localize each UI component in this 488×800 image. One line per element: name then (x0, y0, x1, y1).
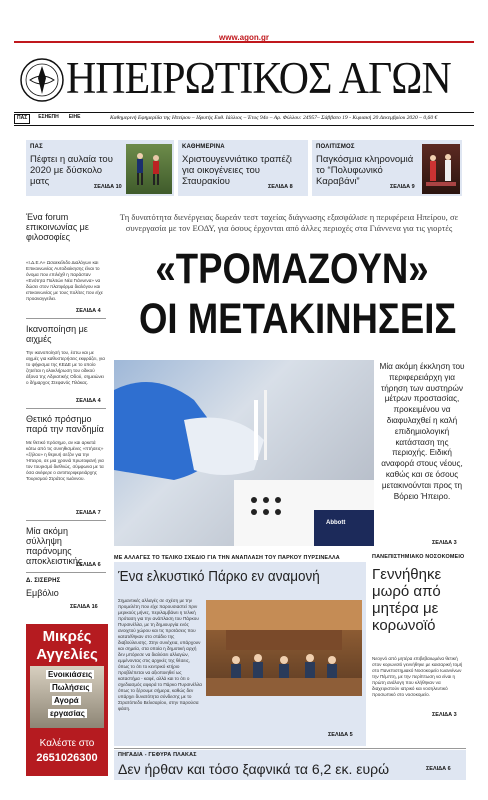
sidebar-headline[interactable]: Εμβόλιο (26, 588, 59, 598)
bottom-headline[interactable]: Δεν ήρθαν και τόσο ξαφνικά τα 6,2 εκ. ευρώ (118, 761, 390, 777)
sidebar (26, 212, 106, 618)
teaser-culture[interactable] (312, 140, 462, 196)
masthead-tagline: Καθημερινή Εφημερίδα της Ηπείρου – Ιδρυτής Ευθ. Ιάλλιος – Έτος 94ο – Αρ. Φύλλου: 24957– Σάββατο 19 - Κυριακή 20 Δεκεμβρίου 2020 – 0,60 € (110, 115, 438, 121)
park-section: ΜΕ ΑΛΛΑΓΕΣ ΤΟ ΤΕΛΙΚΟ ΣΧΕΔΙΟ ΓΙΑ ΤΗΝ ΑΝΑΠΛΑΣΗ ΤΟΥ ΠΑΡΚΟΥ ΠΥΡΣΙΝΕΛΛΑ (114, 554, 366, 562)
classifieds-title-line1: Μικρές (42, 628, 92, 645)
hospital-body: Νεογνό από μητέρα επιβεβαιωμένα θετική στον κορωνοϊό γεννήθηκε με καισαρική τομή στο Πανεπιστημιακό Νοσοκομείο Ιωαννίνων την Πέμπτη, με την περίπτωση να είναι η πρώτη ανάλογη που κλήθηκαν να διαχειριστούν ιατρικό και νοσηλευτικό προσωπικό στο νοσοκομείο. (372, 656, 463, 697)
badge-esiepi: ΕΣΗΕΠΗ (38, 114, 59, 120)
hospital-page: ΣΕΛΙΔΑ 3 (432, 712, 457, 718)
sidebar-divider (26, 318, 106, 319)
masthead-rule (14, 112, 474, 113)
bottom-section: ΠΗΓΑΔΙΑ - ΓΕΦΥΡΑ ΠΛΑΚΑΣ (118, 752, 197, 758)
teaser-headline: Χριστουγεννιάτικο τραπέζι για οικογένειες του Σταυρακίου (182, 154, 292, 187)
classifieds-call: Καλέστε στο (39, 738, 95, 749)
classifieds-photo (30, 666, 104, 728)
park-box[interactable] (114, 554, 366, 746)
park-page: ΣΕΛΙΔΑ 5 (328, 732, 353, 738)
classifieds-title-line2: Αγγελίες (36, 646, 98, 663)
teaser-page: ΣΕΛΙΔΑ 8 (268, 184, 293, 190)
hospital-headline[interactable]: Γεννήθηκε μωρό από μητέρα με κορωνοϊό (372, 566, 442, 634)
badge-eiie: ΕΙΗΕ (68, 114, 81, 120)
sidebar-body: Την ικανοποίησή του, έστω και με αιχμές για καθυστερήσεις εκφράζει, για το ψήφισμα της ΚΕΔΕ με το οποίο ζητείται η ολοκλήρωση του οδικού άξονα της Αδριατικής Οδού, σημειώνει ο δήμαρχος Στεφανός Πλάκας. (26, 350, 105, 385)
hospital-story[interactable] (372, 554, 466, 744)
classifieds-item: Αγορά (54, 696, 79, 705)
teaser-daily[interactable] (178, 140, 308, 196)
classifieds-phone[interactable]: 2651026300 (36, 752, 98, 764)
lead-body: Μία ακόμη έκκληση του περιφερειάρχη για τήρηση των αυστηρών μέτρων προστασίας, προκειμένου να διαφυλαχθεί η καλή επιδημιολογική κατάσταση της περιοχής. Ειδική αναφορά στους νέους, καθώς και σε όσους μετακινούνται προς τη Βόρειο Ήπειρο. (379, 362, 465, 501)
sidebar-page: ΣΕΛΙΔΑ 7 (76, 510, 101, 516)
teaser-photo-culture (422, 144, 460, 194)
teaser-headline: Πέφτει η αυλαία του 2020 με δύσκολο ματς (30, 154, 113, 187)
lead-headline-line1[interactable]: «ΤΡΟΜΑΖΟΥΝ» (155, 245, 429, 293)
bottom-page: ΣΕΛΙΔΑ 6 (426, 766, 451, 772)
park-body-col: Σημαντικές αλλαγές σε σχέση με την προμελέτη που είχε παρουσιαστεί πριν μερικούς μήνες, περιλαμβάνει η τελική πρόταση για την ανάπλαση του Πάρκου Πυρσινέλλα, με τη δημιουργία ενός ανοιχτού χώρου και τις προτάσεις που κατατέθηκαν στο στάδιο της διαβούλευσης. Στην συνέχεια, υπάρχουν και σημεία, στα οποία η δημοτική αρχή δεν μπόρεσε να διαλύσει αλλαγών, εμμένοντας στις αρχικές της θέσεις, όπως το ότι το κεντρικό κτήριο προβλέπεται να αξιοποιηθεί ως καταστήμα - καφέ, αλλά και το ότι ο σχεδιασμός αφορά το Πάρκο Πυρσινέλλα όπως το ξέρουμε σήμερα, καθώς δεν υπάρχει δυνατότητα σύνδεσης με το Στρατόπεδο Βελισαρίου, στην παρούσα φάση. (118, 598, 202, 711)
sidebar-divider (26, 572, 106, 573)
hospital-section: ΠΑΝΕΠΙΣΤΗΜΙΑΚΟ ΝΟΣΟΚΟΜΕΙΟ (372, 554, 465, 560)
park-photo (206, 600, 362, 696)
classifieds-item: εργασίας (50, 709, 85, 718)
masthead-badges (14, 114, 106, 124)
sidebar-headline[interactable]: Μία ακόμη σύλληψη παράνομης αποκλειστικής (26, 526, 83, 566)
classifieds-item: Πωλήσεις (52, 683, 90, 692)
sidebar-headline[interactable]: Ικανοποίηση με αιχμές (26, 324, 88, 344)
sidebar-body: Με θετικό πρόσημο, αν και αρκετά κάτω από τις συνηθισμένες «πτήσεις» «ζήλου» η θεριυή σεζόν για την Ήπειρο, σε μια χρονιά πρωτοφανή για τον τουρισμό διεθνώς, σύμφωνα με τα όσα ανέφερε ο αντιπεριφερειάρχης Τουρισμού Στράτος Ιωάννου. (26, 440, 104, 481)
sidebar-page: ΣΕΛΙΔΑ 4 (76, 308, 101, 314)
classifieds-item: Ενοικιάσεις (48, 670, 93, 679)
lead-page: ΣΕΛΙΔΑ 3 (432, 540, 457, 546)
sidebar-body: «Ι.Δ.Ε.Α» Ωσαεκέλιδο Διαλόγων και Επικοινωνίας Αυτοδιοίκησης έίναι το όνομα που επιλέχθ η παράσταν «Ενότητα Πολιτών Νέα Γιάννενα» να δώσει στον πλατφόρμα διαλόγου και επικοινωνίας με τους πολίτες που είχε προαναγγείλει. (26, 260, 103, 301)
sidebar-divider (26, 520, 106, 521)
bottom-rule (114, 748, 466, 749)
teaser-headline: Παγκόσμια κληρονομιά το “Πολυφωνικό Καραβάνι” (316, 154, 414, 187)
lead-photo-brand: Abbott (326, 520, 346, 526)
teaser-page: ΣΕΛΙΔΑ 9 (390, 184, 415, 190)
teaser-section: ΚΑΘΗΜΕΡΙΝΑ (182, 144, 225, 150)
sidebar-headline[interactable]: Ένα forum επικοινωνίας με φιλοσοφίες (26, 212, 89, 242)
teaser-page: ΣΕΛΙΔΑ 10 (94, 184, 122, 190)
badge-pas: ΠΑΣ (14, 114, 30, 124)
masthead-logo (20, 58, 64, 102)
bottom-story[interactable] (114, 750, 466, 780)
sidebar-page: ΣΕΛΙΔΑ 6 (76, 562, 101, 568)
park-headline[interactable]: Ένα ελκυστικό Πάρκο εν αναμονή (118, 568, 320, 585)
website-url[interactable]: www.agon.gr (219, 33, 269, 42)
masthead-title: ΗΠΕΙΡΩΤΙΚΟΣ ΑΓΩΝ (66, 53, 451, 103)
teaser-section: ΠΑΣ (30, 144, 43, 150)
lead-kicker: Τη δυνατότητα διενέργειας δωρεάν τεστ ταχείας διάγνωσης εξασφάλισε η περιφέρεια Ηπείρου, σε συνεργασία με τον ΕΟΔΥ, για όσους έρχονται από άλλες περιοχές στα Γιάννενα για τις γιορτές (119, 212, 459, 233)
masthead-rule-bottom (14, 125, 474, 126)
sidebar-page: ΣΕΛΙΔΑ 4 (76, 398, 101, 404)
lead-headline-line2[interactable]: ΟΙ ΜΕΤΑΚΙΝΗΣΕΙΣ (139, 295, 457, 343)
lead-photo (114, 360, 374, 546)
sidebar-section: Δ. ΣΙΣΕΡΗΣ (26, 578, 61, 584)
teaser-section: ΠΟΛΙΤΙΣΜΟΣ (316, 144, 355, 150)
sidebar-page: ΣΕΛΙΔΑ 16 (70, 604, 98, 610)
teaser-sports[interactable] (26, 140, 174, 196)
sidebar-headline[interactable]: Θετικό πρόσημο παρά την πανδημία (26, 414, 104, 434)
teaser-photo-sports (126, 144, 172, 194)
classifieds-box[interactable] (26, 624, 108, 776)
sidebar-divider (26, 408, 106, 409)
